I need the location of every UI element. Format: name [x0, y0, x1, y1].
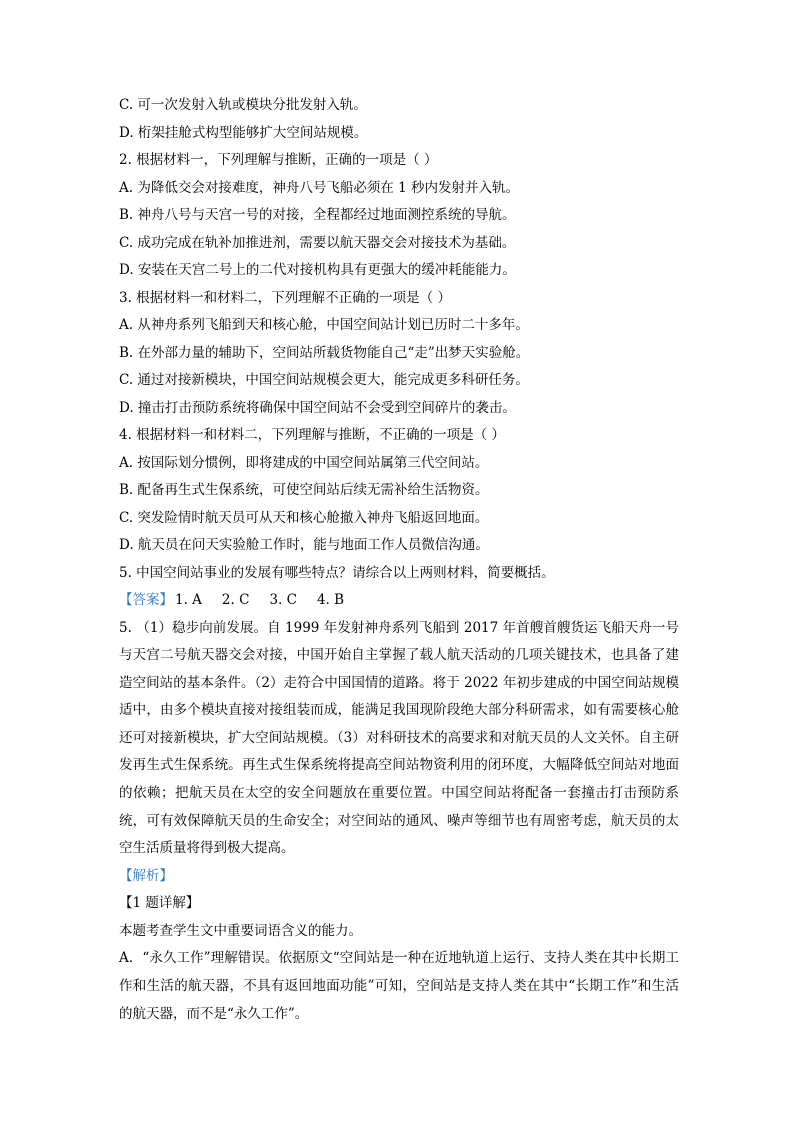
- q3-option-d: D. 撞击打击预防系统将确保中国空间站不会受到空间碎片的袭击。: [119, 399, 516, 416]
- q1-option-c: C. 可一次发射入轨或模块分批发射入轨。: [119, 97, 367, 113]
- answer-4: 4. B: [316, 592, 345, 608]
- q4-option-b: B. 配备再生式生保系统，可使空间站后续无需补给生活物资。: [119, 482, 489, 498]
- analysis-sub-tag: 【1 题详解】: [119, 895, 200, 912]
- document-content: [119, 92, 679, 1028]
- answer-3: 3. C: [269, 592, 297, 608]
- q3-option-c: C. 通过对接新模块，中国空间站规模会更大，能完成更多科研任务。: [119, 372, 529, 388]
- answer-2: 2. C: [221, 592, 250, 608]
- q4-option-d: D. 航天员在问天实验舱工作时，能与地面工作人员微信沟通。: [119, 537, 489, 553]
- q4-stem: 4. 根据材料一和材料二，下列理解与推断，不正确的一项是（ ）: [119, 427, 505, 443]
- q2-stem: 2. 根据材料一，下列理解与推断，正确的一项是（ ）: [119, 152, 438, 168]
- answer-values: [175, 592, 364, 608]
- q3-option-a: A. 从神舟系列飞船到天和核心舱，中国空间站计划已历时二十多年。: [119, 317, 529, 333]
- answer-1: 1. A: [175, 592, 202, 608]
- analysis-tag: 【解析】: [119, 867, 173, 884]
- analysis-intro: 本题考查学生文中重要词语含义的能力。: [119, 922, 362, 939]
- q2-option-d: D. 安装在天宫二号上的二代对接机构具有更强大的缓冲耗能能力。: [119, 262, 516, 278]
- q2-option-b: B. 神舟八号与天宫一号的对接，全程都经过地面测控系统的导航。: [119, 207, 516, 223]
- answer-line: [119, 587, 679, 615]
- q3-stem: 3. 根据材料一和材料二，下列理解不正确的一项是（ ）: [119, 289, 451, 306]
- q3-option-b: B. 在外部力量的辅助下，空间站所载货物能自己“走”出梦天实验舱。: [119, 344, 530, 361]
- answer-q5-text: 5. （1）稳步向前发展。自 1999 年发射神舟系列飞船到 2017 年首艘首艘货运飞船天舟一号与天宫二号航天器交会对接，中国开始自主掌握了载人航天活动的几项关键技术，也具备了建造空间站的基本条件。（2）走符合中国国情的道路。将于 2022 年初步建成的中国空间站规模适中，由多个模块直接对接组装而成，能满足我国现阶段绝大部分科研需求，如有需要核心舱还可对接新模块，扩大空间站规模。（3）对科研技术的高要求和对航天员的人文关怀。自主研发再生式生保系统。再生式生保系统将提高空间站物资利用的闭环度，大幅降低空间站对地面的依赖；把航天员在太空的安全问题放在重要位置。中国空间站将配备一套撞击打击预防系统，可有效保障航天员的生命安全；对空间站的通风、噪声等细节也有周密考虑，航天员的太空生活质量将得到极大提高。: [119, 619, 679, 857]
- q2-option-c: C. 成功完成在轨补加推进剂，需要以航天器交会对接技术为基础。: [119, 234, 516, 251]
- q5-stem: 5. 中国空间站事业的发展有哪些特点？请综合以上两则材料，简要概括。: [119, 564, 555, 581]
- analysis-point-a: A．“永久工作”理解错误。依据原文“空间站是一种在近地轨道上运行、支持人类在其中长期工作和生活的航天器，不具有返回地面功能”可知，空间站是支持人类在其中“长期工作”和生活的航天器，而不是“永久工作”。: [119, 950, 679, 1022]
- q1-option-d: D. 桁架挂舱式构型能够扩大空间站规模。: [119, 124, 368, 141]
- q4-option-a: A. 按国际划分惯例，即将建成的中国空间站属第三代空间站。: [119, 454, 489, 471]
- q4-option-c: C. 突发险情时航天员可从天和核心舱撤入神舟飞船返回地面。: [119, 509, 489, 526]
- q2-option-a: A. 为降低交会对接难度，神舟八号飞船必须在 1 秒内发射并入轨。: [119, 179, 520, 196]
- answer-tag: 【答案】: [119, 592, 173, 608]
